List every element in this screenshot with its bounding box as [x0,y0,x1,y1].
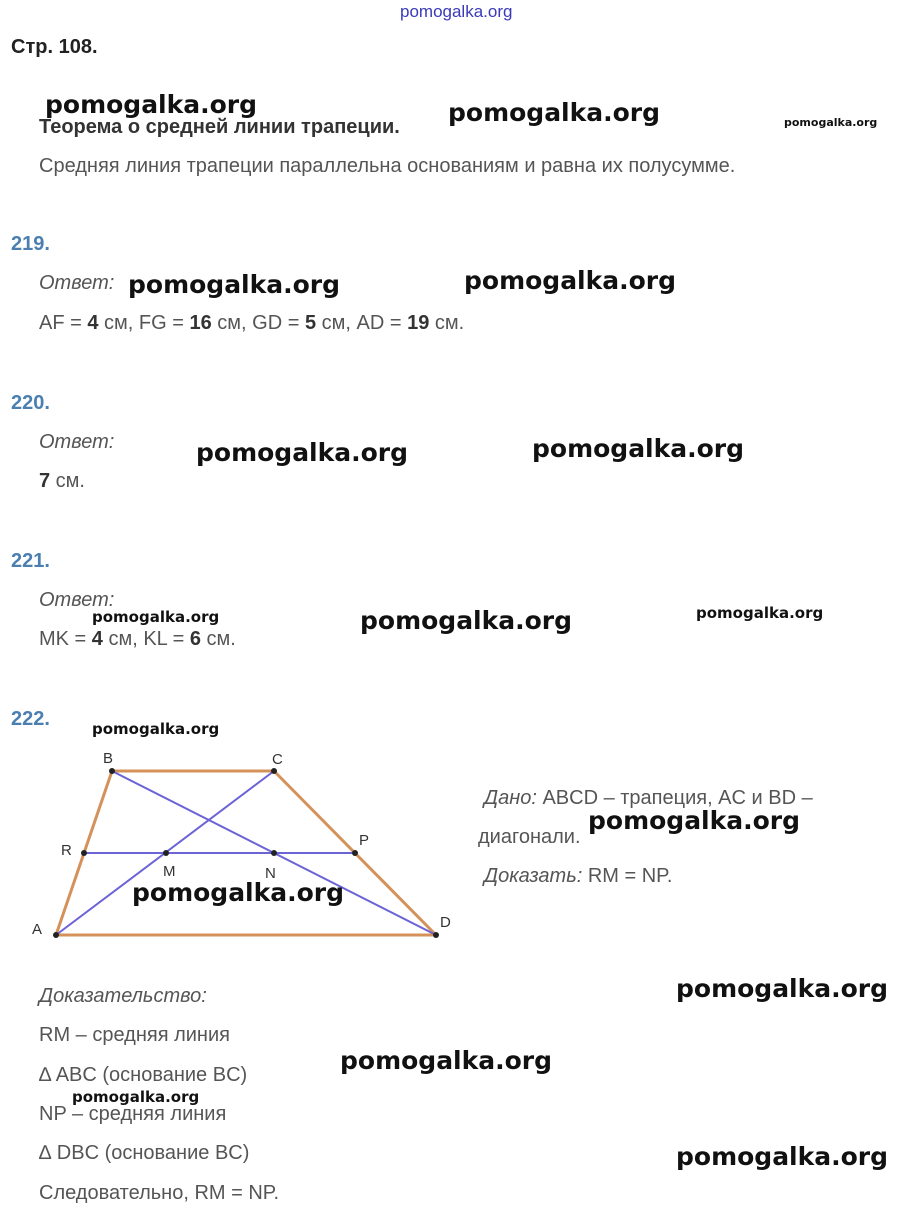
label-r: R [61,842,72,859]
proof-line-5: Следовательно, RM = NP. [39,1182,280,1204]
watermark: pomogalka.org [464,266,677,295]
label-d: D [440,914,451,931]
answer-text-220: 7 см. [39,470,85,492]
answer-label-219: Ответ: [39,272,115,294]
theorem-title: Теорема о средней линии трапеции. [39,116,400,138]
answer-label-221: Ответ: [39,589,115,611]
watermark: pomogalka.org [196,438,409,467]
answer-text-219: AF = 4 см, FG = 16 см, GD = 5 см, AD = 19 см. [39,312,465,334]
point-p [352,850,358,856]
watermark: pomogalka.org [360,606,573,635]
theorem-text: Средняя линия трапеции параллельна основаниям и равна их полусумме. [39,155,736,177]
label-n: N [265,865,276,882]
watermark: pomogalka.org [532,434,745,463]
point-m [163,850,169,856]
answer-text-221: MK = 4 см, KL = 6 см. [39,628,236,650]
point-c [271,768,277,774]
watermark: pomogalka.org [72,1088,200,1106]
watermark: pomogalka.org [588,806,801,835]
proof-line-1: RM – средняя линия [39,1024,230,1046]
watermark: pomogalka.org [340,1046,553,1075]
problem-number-221: 221. [11,550,50,572]
point-b [109,768,115,774]
watermark: pomogalka.org [696,604,824,622]
problem-number-219: 219. [11,233,50,255]
page-title: Стр. 108. [11,36,98,58]
site-header-link[interactable]: pomogalka.org [400,2,513,21]
proof-label: Доказательство: [39,985,207,1007]
point-d [433,932,439,938]
watermark: pomogalka.org [676,1142,889,1171]
prove-line: Доказать: RM = NP. [484,865,673,887]
given-line-2: диагонали. [478,826,581,848]
watermark: pomogalka.org [448,98,661,127]
label-b: B [103,750,114,767]
problem-number-220: 220. [11,392,50,414]
problem-number-222: 222. [11,708,50,730]
watermark: pomogalka.org [128,270,341,299]
watermark: pomogalka.org [45,90,258,119]
watermark: pomogalka.org [676,974,889,1003]
watermark: pomogalka.org [92,720,220,738]
point-n [271,850,277,856]
label-c: C [272,751,283,768]
proof-line-4: ∆ DBC (основание BC) [39,1142,250,1164]
watermark: pomogalka.org [92,608,220,626]
proof-line-3: NP – средняя линия [39,1103,227,1125]
watermark: pomogalka.org [784,116,878,129]
watermark: pomogalka.org [132,878,345,907]
proof-line-2: ∆ ABC (основание BC) [39,1064,248,1086]
point-a [53,932,59,938]
answer-label-220: Ответ: [39,431,115,453]
point-r [81,850,87,856]
label-m: M [163,863,176,880]
given-line: Дано: ABCD – трапеция, AC и BD – [484,787,813,809]
label-a: A [32,921,43,938]
label-p: P [359,832,370,849]
